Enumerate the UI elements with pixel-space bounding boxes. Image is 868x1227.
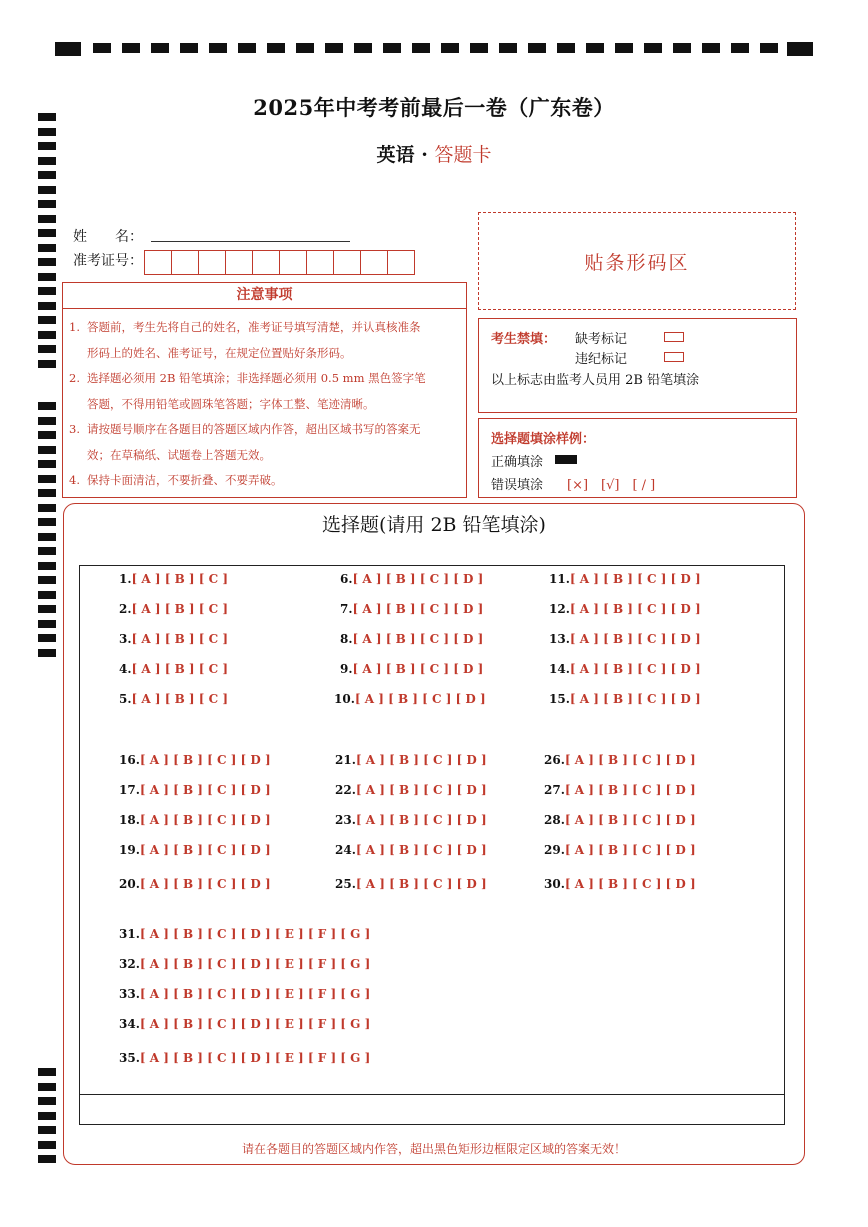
id-digit-box[interactable] xyxy=(360,250,388,275)
question-number: 1. xyxy=(119,572,132,586)
answer-options[interactable]: [ A ] [ B ] [ C ] [ D ] xyxy=(564,843,696,857)
timing-mark xyxy=(267,43,285,53)
timing-mark xyxy=(38,431,56,439)
note-item: 1. 答题前，考生先将自己的姓名，准考证号填写清楚，并认真核准条 形码上的姓名、准考证号，在规定位置贴好条形码。 xyxy=(69,320,421,360)
choice-section-title: 选择题(请用 2B 铅笔填涂) xyxy=(322,514,546,536)
answer-options[interactable]: [ A ] [ B ] [ C ] [ D ] [ E ] [ F ] [ G ] xyxy=(139,1051,371,1065)
timing-mark xyxy=(673,43,691,53)
name-label: 姓 名： xyxy=(73,229,143,245)
answer-options[interactable]: [ A ] [ B ] [ C ] [ D ] xyxy=(569,662,701,676)
timing-mark xyxy=(38,446,56,454)
question-number: 13. xyxy=(549,632,570,646)
question-row[interactable] xyxy=(119,987,370,1001)
question-row[interactable] xyxy=(549,572,701,586)
question-row[interactable] xyxy=(340,572,483,586)
question-row[interactable] xyxy=(340,662,483,676)
question-number: 4. xyxy=(119,662,132,676)
question-number: 26. xyxy=(544,753,565,767)
question-number: 19. xyxy=(119,843,140,857)
violation-label: 违纪标记 xyxy=(575,352,628,367)
question-number: 33. xyxy=(119,987,140,1001)
timing-mark xyxy=(38,504,56,512)
timing-mark xyxy=(586,43,604,53)
timing-mark xyxy=(354,43,372,53)
question-row[interactable] xyxy=(549,602,701,616)
timing-mark xyxy=(55,42,81,56)
answer-options[interactable]: [ A ] [ B ] [ C ] [ D ] xyxy=(355,753,487,767)
forbidden-box xyxy=(478,318,797,413)
timing-mark xyxy=(38,345,56,353)
question-number: 6. xyxy=(340,572,353,586)
answer-options[interactable]: [ A ] [ B ] [ C ] [ D ] xyxy=(564,753,696,767)
question-row[interactable] xyxy=(119,1051,370,1065)
question-row[interactable] xyxy=(119,753,271,767)
answer-options[interactable]: [ A ] [ B ] [ C ] [ D ] [ E ] [ F ] [ G ] xyxy=(139,987,371,1001)
id-number-boxes[interactable] xyxy=(145,250,415,275)
timing-mark xyxy=(38,402,56,410)
question-row[interactable] xyxy=(119,662,228,676)
choice-area-divider xyxy=(79,1094,785,1095)
timing-mark xyxy=(38,489,56,497)
answer-options[interactable]: [ A ] [ B ] [ C ] [ D ] xyxy=(355,843,487,857)
answer-options[interactable]: [ A ] [ B ] [ C ] xyxy=(131,632,229,646)
timing-mark xyxy=(38,215,56,223)
question-row[interactable] xyxy=(119,572,228,586)
answer-options[interactable]: [ A ] [ B ] [ C ] [ D ] xyxy=(352,632,484,646)
timing-mark xyxy=(441,43,459,53)
id-digit-box[interactable] xyxy=(279,250,307,275)
timing-mark xyxy=(38,1083,56,1091)
note-item: 3. 请按题号顺序在各题目的答题区域内作答，超出区域书写的答案无 效；在草稿纸、试题卷上答题无效。 xyxy=(69,422,421,462)
question-row[interactable] xyxy=(340,602,483,616)
answer-options[interactable]: [ A ] [ B ] [ C ] [ D ] xyxy=(352,572,484,586)
timing-mark xyxy=(38,331,56,339)
correct-fill-sample xyxy=(555,455,577,464)
question-number: 17. xyxy=(119,783,140,797)
id-digit-box[interactable] xyxy=(252,250,280,275)
timing-mark xyxy=(38,634,56,642)
timing-mark xyxy=(702,43,720,53)
question-row[interactable] xyxy=(335,877,487,891)
question-number: 18. xyxy=(119,813,140,827)
page-title: 2025年中考考前最后一卷（广东卷） xyxy=(253,95,615,120)
timing-mark xyxy=(38,128,56,136)
question-number: 2. xyxy=(119,602,132,616)
timing-mark xyxy=(38,1068,56,1076)
question-number: 22. xyxy=(335,783,356,797)
question-number: 23. xyxy=(335,813,356,827)
answer-options[interactable]: [ A ] [ B ] [ C ] [ D ] xyxy=(139,753,271,767)
question-row[interactable] xyxy=(119,957,370,971)
timing-mark xyxy=(238,43,256,53)
question-row[interactable] xyxy=(119,632,228,646)
note-item: 2. 选择题必须用 2B 铅笔填涂；非选择题必须用 0.5 mm 黑色签字笔 答题，不得用铅笔或圆珠笔答题；字体工整、笔迹清晰。 xyxy=(69,371,426,411)
timing-mark xyxy=(470,43,488,53)
answer-options[interactable]: [ A ] [ B ] [ C ] [ D ] xyxy=(569,692,701,706)
id-digit-box[interactable] xyxy=(171,250,199,275)
answer-options[interactable]: [ A ] [ B ] [ C ] [ D ] [ E ] [ F ] [ G ] xyxy=(139,927,371,941)
question-number: 10. xyxy=(334,692,355,706)
id-label: 准考证号： xyxy=(73,253,143,269)
answer-options[interactable]: [ A ] [ B ] [ C ] [ D ] xyxy=(564,877,696,891)
timing-mark xyxy=(38,171,56,179)
barcode-area: 贴条形码区 xyxy=(478,212,796,310)
question-number: 31. xyxy=(119,927,140,941)
question-number: 35. xyxy=(119,1051,140,1065)
question-row[interactable] xyxy=(544,843,696,857)
notes-heading: 注意事项 xyxy=(63,283,466,309)
question-number: 28. xyxy=(544,813,565,827)
question-number: 32. xyxy=(119,957,140,971)
timing-mark xyxy=(38,273,56,281)
timing-mark xyxy=(499,43,517,53)
question-row[interactable] xyxy=(544,753,696,767)
answer-options[interactable]: [ A ] [ B ] [ C ] [ D ] xyxy=(139,783,271,797)
answer-options[interactable]: [ A ] [ B ] [ C ] [ D ] xyxy=(139,813,271,827)
timing-mark xyxy=(731,43,749,53)
timing-mark xyxy=(38,229,56,237)
question-row[interactable] xyxy=(335,753,487,767)
answer-options[interactable]: [ A ] [ B ] [ C ] [ D ] xyxy=(564,813,696,827)
question-number: 8. xyxy=(340,632,353,646)
question-row[interactable] xyxy=(119,1017,370,1031)
answer-options[interactable]: [ A ] [ B ] [ C ] xyxy=(131,692,229,706)
question-row[interactable] xyxy=(335,813,487,827)
question-row[interactable] xyxy=(340,632,483,646)
question-number: 14. xyxy=(549,662,570,676)
question-number: 25. xyxy=(335,877,356,891)
timing-mark xyxy=(38,605,56,613)
separator: · xyxy=(421,144,428,166)
forbidden-label: 考生禁填： xyxy=(491,332,557,347)
absent-label: 缺考标记 xyxy=(575,332,628,347)
question-number: 9. xyxy=(340,662,353,676)
timing-mark xyxy=(38,649,56,657)
timing-mark xyxy=(38,620,56,628)
question-row[interactable] xyxy=(119,692,228,706)
question-row[interactable] xyxy=(544,813,696,827)
timing-mark xyxy=(38,417,56,425)
question-number: 27. xyxy=(544,783,565,797)
question-number: 12. xyxy=(549,602,570,616)
violation-mark-box[interactable] xyxy=(664,352,684,362)
answer-options[interactable]: [ A ] [ B ] [ C ] [ D ] xyxy=(354,692,486,706)
answer-options[interactable]: [ A ] [ B ] [ C ] xyxy=(131,602,229,616)
note-item: 4. 保持卡面清洁，不要折叠、不要弄破。 xyxy=(69,473,283,487)
timing-mark xyxy=(383,43,401,53)
question-number: 29. xyxy=(544,843,565,857)
timing-mark xyxy=(122,43,140,53)
timing-mark xyxy=(325,43,343,53)
answer-options[interactable]: [ A ] [ B ] [ C ] [ D ] xyxy=(352,662,484,676)
id-digit-box[interactable] xyxy=(144,250,172,275)
timing-mark xyxy=(296,43,314,53)
timing-mark xyxy=(38,533,56,541)
question-number: 5. xyxy=(119,692,132,706)
timing-mark xyxy=(38,1155,56,1163)
id-digit-box[interactable] xyxy=(333,250,361,275)
forbidden-note: 以上标志由监考人员用 2B 铅笔填涂 xyxy=(491,373,700,388)
name-field[interactable] xyxy=(151,240,350,242)
timing-mark xyxy=(38,244,56,252)
timing-mark xyxy=(38,1141,56,1149)
timing-mark xyxy=(760,43,778,53)
wrong-fill-label: 错误填涂 xyxy=(491,478,544,493)
question-row[interactable] xyxy=(119,877,271,891)
timing-mark xyxy=(93,43,111,53)
timing-mark xyxy=(38,1097,56,1105)
question-number: 24. xyxy=(335,843,356,857)
question-number: 21. xyxy=(335,753,356,767)
fill-sample-box xyxy=(478,418,797,498)
timing-mark xyxy=(38,547,56,555)
timing-mark xyxy=(38,1126,56,1134)
correct-fill-label: 正确填涂 xyxy=(491,455,544,470)
timing-mark xyxy=(38,316,56,324)
notes-box xyxy=(62,282,467,498)
timing-mark xyxy=(38,287,56,295)
answer-options[interactable]: [ A ] [ B ] [ C ] [ D ] xyxy=(569,632,701,646)
question-row[interactable] xyxy=(119,843,271,857)
answer-options[interactable]: [ A ] [ B ] [ C ] [ D ] xyxy=(355,783,487,797)
answer-options[interactable]: [ A ] [ B ] [ C ] [ D ] xyxy=(569,572,701,586)
question-number: 11. xyxy=(549,572,570,586)
id-digit-box[interactable] xyxy=(306,250,334,275)
timing-mark xyxy=(528,43,546,53)
question-number: 15. xyxy=(549,692,570,706)
answer-options[interactable]: [ A ] [ B ] [ C ] xyxy=(131,572,229,586)
timing-mark xyxy=(209,43,227,53)
timing-mark xyxy=(38,475,56,483)
timing-mark xyxy=(38,258,56,266)
timing-mark xyxy=(38,302,56,310)
question-row[interactable] xyxy=(544,783,696,797)
question-row[interactable] xyxy=(335,783,487,797)
question-row[interactable] xyxy=(335,843,487,857)
question-row[interactable] xyxy=(119,783,271,797)
timing-mark xyxy=(38,562,56,570)
question-number: 30. xyxy=(544,877,565,891)
question-number: 34. xyxy=(119,1017,140,1031)
timing-mark xyxy=(615,43,633,53)
absent-mark-box[interactable] xyxy=(664,332,684,342)
question-row[interactable] xyxy=(549,662,701,676)
question-row[interactable] xyxy=(549,632,701,646)
question-number: 16. xyxy=(119,753,140,767)
timing-mark xyxy=(38,200,56,208)
timing-mark xyxy=(38,518,56,526)
question-row[interactable] xyxy=(549,692,701,706)
id-digit-box[interactable] xyxy=(225,250,253,275)
question-row[interactable] xyxy=(119,927,370,941)
timing-mark xyxy=(180,43,198,53)
answer-options[interactable]: [ A ] [ B ] [ C ] [ D ] [ E ] [ F ] [ G ] xyxy=(139,957,371,971)
timing-mark xyxy=(38,460,56,468)
timing-mark xyxy=(557,43,575,53)
answer-options[interactable]: [ A ] [ B ] [ C ] [ D ] xyxy=(564,783,696,797)
footer-note: 请在各题目的答题区域内作答，超出黑色矩形边框限定区域的答案无效！ xyxy=(241,1142,626,1156)
question-row[interactable] xyxy=(544,877,696,891)
answer-options[interactable]: [ A ] [ B ] [ C ] [ D ] xyxy=(355,877,487,891)
timing-mark xyxy=(38,1112,56,1120)
question-number: 20. xyxy=(119,877,140,891)
question-number: 3. xyxy=(119,632,132,646)
answer-options[interactable]: [ A ] [ B ] [ C ] [ D ] xyxy=(355,813,487,827)
question-row[interactable] xyxy=(119,813,271,827)
page-subtitle xyxy=(0,140,868,167)
timing-mark xyxy=(38,186,56,194)
card-label: 答题卡 xyxy=(434,144,492,166)
answer-options[interactable]: [ A ] [ B ] [ C ] xyxy=(131,662,229,676)
answer-options[interactable]: [ A ] [ B ] [ C ] [ D ] xyxy=(352,602,484,616)
question-number: 7. xyxy=(340,602,353,616)
timing-mark xyxy=(38,576,56,584)
id-digit-box[interactable] xyxy=(198,250,226,275)
question-row[interactable] xyxy=(334,692,486,706)
answer-options[interactable]: [ A ] [ B ] [ C ] [ D ] xyxy=(569,602,701,616)
timing-mark xyxy=(644,43,662,53)
timing-mark xyxy=(38,591,56,599)
sample-label: 选择题填涂样例： xyxy=(491,432,596,447)
timing-mark xyxy=(412,43,430,53)
answer-options[interactable]: [ A ] [ B ] [ C ] [ D ] [ E ] [ F ] [ G ] xyxy=(139,1017,371,1031)
timing-mark xyxy=(151,43,169,53)
timing-mark xyxy=(38,360,56,368)
id-digit-box[interactable] xyxy=(387,250,415,275)
wrong-fill-samples: [×] [√] [ / ] xyxy=(567,478,656,493)
subject-label: 英语 xyxy=(376,144,415,166)
answer-options[interactable]: [ A ] [ B ] [ C ] [ D ] xyxy=(139,843,271,857)
answer-options[interactable]: [ A ] [ B ] [ C ] [ D ] xyxy=(139,877,271,891)
timing-mark xyxy=(787,42,813,56)
question-row[interactable] xyxy=(119,602,228,616)
